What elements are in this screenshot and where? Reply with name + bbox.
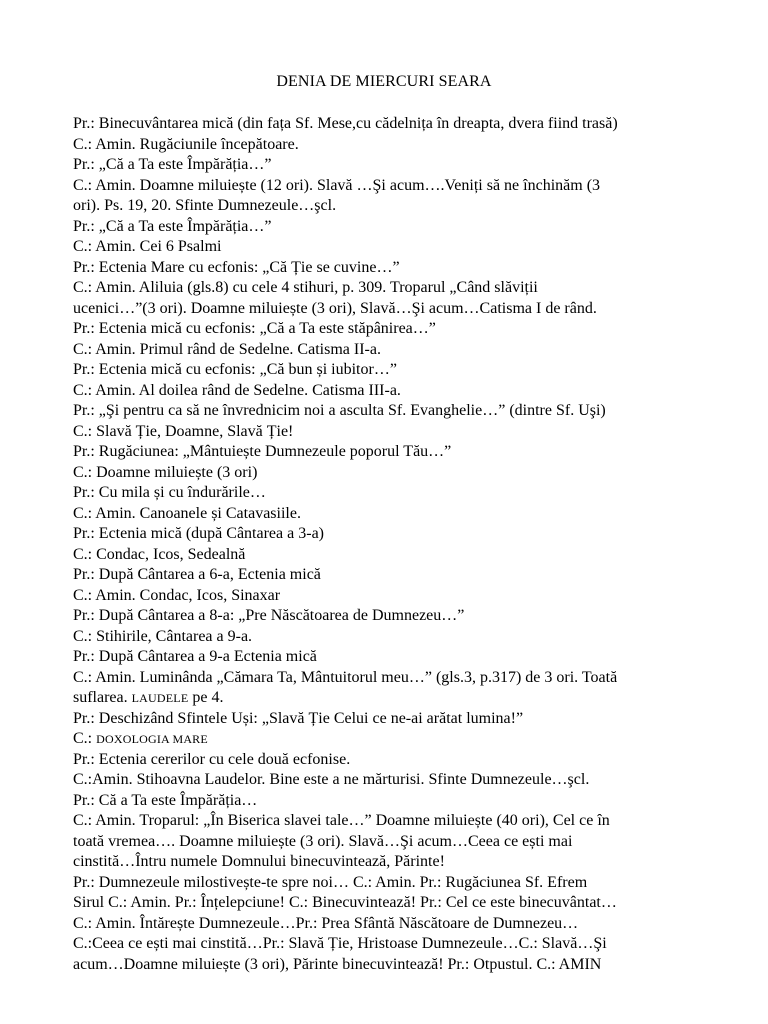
text-line: Pr.: Dumnezeule milostivește-te spre noi… C.: Amin. Pr.: Rugăciunea Sf. Efrem [73, 873, 588, 891]
text-line-laudele-before: suflarea. [73, 689, 132, 706]
text-line: Pr.: După Cântarea a 9-a Ectenia mică [73, 648, 317, 665]
text-line: C.: Stihirile, Cântarea a 9-a. [73, 627, 253, 645]
text-line: cinstită…Întru numele Domnului binecuvintează, Părinte! [73, 853, 445, 870]
text-line: toată vremea…. Doamne miluiește (3 ori). Slavă…Şi acum…Ceea ce ești mai [73, 832, 573, 850]
text-line: C.: Amin. Doamne miluiește (12 ori). Slavă …Şi acum….Veniți să ne închinăm (3 [73, 176, 601, 194]
text-line: Pr.: Deschizând Sfintele Uși: „Slavă Ție Celui ce ne-ai arătat lumina!” [73, 709, 524, 727]
smallcaps-doxologia: DOXOLOGIA MARE [96, 732, 208, 746]
text-line: Pr.: „Şi pentru ca să ne învrednicim noi a asculta Sf. Evanghelie…” (dintre Sf. Uşi) [73, 402, 606, 419]
text-line: ori). Ps. 19, 20. Sfinte Dumnezeule…şcl. [73, 197, 337, 214]
text-block-3 [73, 750, 723, 976]
text-block-1 [73, 114, 723, 688]
text-line: C.: Amin. Întărește Dumnezeule…Pr.: Prea Sfântă Născătoare de Dumnezeu… [73, 914, 579, 932]
text-line: C.: Amin. Condac, Icos, Sinaxar [73, 586, 281, 604]
text-line: Pr.: Ectenia mică cu ecfonis: „Că bun și iubitor…” [73, 361, 397, 378]
text-line: C.:Amin. Stihoavna Laudelor. Bine este a ne mărturisi. Sfinte Dumnezeule…şcl. [73, 771, 590, 788]
text-line: C.: Doamne miluiește (3 ori) [73, 463, 258, 481]
text-block-2 [73, 709, 723, 730]
text-line: C.: Condac, Icos, Sedealnă [73, 545, 246, 563]
text-line: acum…Doamne miluiește (3 ori), Părinte binecuvintează! Pr.: Otpustul. C.: AMIN [73, 955, 602, 973]
text-line: Pr.: Că a Ta este Împărăția… [73, 791, 258, 809]
text-line: Pr.: Rugăciunea: „Mântuiește Dumnezeule poporul Tău…” [73, 443, 452, 460]
text-line-doxologia-before: C.: [73, 730, 97, 747]
text-line: Sirul C.: Amin. Pr.: Înțelepciune! C.: Binecuvintează! Pr.: Cel ce este binecuvântat… [73, 894, 617, 911]
text-line: Pr.: Binecuvântarea mică (din fața Sf. Mese,cu cădelnița în dreapta, dvera fiind trasă) [73, 115, 618, 132]
text-line: Pr.: Ectenia Mare cu ecfonis: „Că Ție se cuvine…” [73, 258, 400, 276]
text-line: C.: Slavă Ție, Doamne, Slavă Ție! [73, 422, 294, 440]
text-line: Pr.: Cu mila și cu îndurările… [73, 484, 266, 501]
text-line: C.: Amin. Al doilea rând de Sedelne. Catisma III-a. [73, 381, 401, 399]
text-line: Pr.: „Că a Ta este Împărăția…” [73, 217, 272, 235]
text-line: C.:Ceea ce ești mai cinstită…Pr.: Slavă Ție, Hristoase Dumnezeule…C.: Slavă…Şi [73, 935, 607, 952]
text-line: Pr.: Ectenia mică cu ecfonis: „Că a Ta este stăpânirea…” [73, 320, 436, 337]
text-line-doxologia [73, 729, 723, 750]
text-line: C.: Amin. Canoanele și Catavasiile. [73, 504, 301, 522]
text-line: Pr.: Ectenia cererilor cu cele două ecfonise. [73, 750, 351, 768]
text-line: C.: Amin. Aliluia (gls.8) cu cele 4 stihuri, p. 309. Troparul „Când slăviții [73, 279, 538, 296]
document-body [73, 114, 723, 975]
text-line: Pr.: Ectenia mică (după Cântarea a 3-a) [73, 525, 324, 542]
text-line: C.: Amin. Primul rând de Sedelne. Catisma II-a. [73, 340, 381, 358]
text-line: C.: Amin. Luminânda „Cămara Ta, Mântuitorul meu…” (gls.3, p.317) de 3 ori. Toată [73, 668, 618, 686]
text-line: C.: Amin. Troparul: „În Biserica slavei tale…” Doamne miluiește (40 ori), Cel ce în [73, 812, 610, 829]
text-line: Pr.: „Că a Ta este Împărăția…” [73, 156, 272, 173]
text-line-laudele-after: pe 4. [188, 689, 224, 706]
text-line-laudele [73, 688, 723, 709]
page-title: DENIA DE MIERCURI SEARA [276, 73, 492, 90]
smallcaps-laudele: LAUDELE [131, 691, 189, 705]
text-line: C.: Amin. Cei 6 Psalmi [73, 238, 222, 255]
text-line: Pr.: După Cântarea a 8-a: „Pre Născătoarea de Dumnezeu…” [73, 607, 465, 624]
text-line: ucenici…”(3 ori). Doamne miluiește (3 ori), Slavă…Şi acum…Catisma I de rând. [73, 299, 597, 317]
text-line: C.: Amin. Rugăciunile începătoare. [73, 135, 299, 153]
text-line: Pr.: După Cântarea a 6-a, Ectenia mică [73, 566, 321, 583]
